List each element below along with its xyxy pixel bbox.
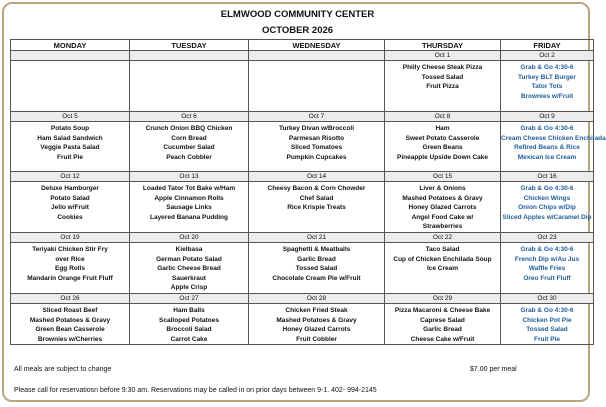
menu-item: Scalloped Potatoes: [159, 316, 219, 324]
menu-item: Potato Salad: [50, 194, 90, 202]
menu-cell: [249, 243, 385, 294]
menu-item: Chef Salad: [299, 194, 334, 202]
menu-row: [11, 304, 594, 345]
menu-item: Mashed Potatoes & Gravy: [402, 194, 483, 202]
menu-item: Veggie Pasta Salad: [40, 144, 100, 152]
menu-item: Refired Beans & Rice: [514, 144, 580, 152]
menu-calendar: [10, 39, 606, 345]
menu-cell: [501, 61, 594, 112]
menu-cell: [11, 61, 130, 112]
weekday-header-row: [11, 40, 594, 51]
date-cell: Oct 14: [249, 172, 385, 182]
menu-cell: [249, 61, 385, 112]
date-row: [11, 233, 594, 243]
menu-item: Tossed Salad: [295, 265, 338, 273]
menu-item: Philly Cheese Steak Pizza: [402, 64, 483, 71]
menu-item: Cup of Chicken Enchilada Soup: [393, 255, 492, 263]
menu-item: Liver & Onions: [419, 185, 466, 192]
menu-item: Turkey BLT Burger: [518, 73, 576, 81]
menu-item: Oreo Fruit Fluff: [523, 274, 571, 282]
menu-item: Grab & Go 4:30-6: [520, 185, 574, 192]
day-header: TUESDAY: [130, 40, 249, 51]
menu-item: Sliced Roast Beef: [42, 307, 98, 314]
menu-item: Teriyaki Chicken Stir Fry: [32, 246, 108, 253]
menu-item: Broccoli Salad: [166, 326, 212, 334]
menu-row: [11, 122, 594, 172]
menu-item: Cookies: [57, 213, 83, 221]
menu-item: Sausage Links: [166, 204, 212, 212]
menu-item: Loaded Tator Tot Bake w/Ham: [142, 185, 236, 192]
date-cell: Oct 9: [501, 112, 594, 122]
menu-item: Ham Balls: [173, 307, 205, 314]
date-cell: Oct 19: [11, 233, 130, 243]
menu-item: Brownies w/Cherries: [37, 335, 103, 343]
date-cell: [11, 51, 130, 61]
menu-item: Strawberries: [422, 223, 463, 231]
menu-item: Brownies w/Fruit: [520, 92, 574, 100]
menu-item: Cheesy Bacon & Corn Chowder: [267, 185, 366, 192]
menu-cell: [385, 61, 501, 112]
menu-item: Sliced Tomatoes: [290, 144, 343, 152]
date-cell: Oct 21: [249, 233, 385, 243]
date-cell: Oct 30: [501, 294, 594, 304]
menu-item: Mashed Potatoes & Gravy: [276, 316, 357, 324]
menu-cell: [130, 61, 249, 112]
menu-item: Fruit Cobbler: [296, 335, 337, 343]
menu-item: Deluxe Hamburger: [41, 185, 99, 192]
menu-item: Waffle Fries: [528, 265, 566, 273]
menu-item: Garlic Cheese Bread: [157, 265, 221, 273]
date-cell: Oct 5: [11, 112, 130, 122]
menu-item: Apple Cinnamon Rolls: [154, 194, 224, 202]
date-row: [11, 172, 594, 182]
menu-item: Crunch Onion BBQ Chicken: [145, 125, 233, 132]
meal-price: $7.00 per meal: [470, 366, 517, 373]
menu-item: Peach Cobbler: [166, 153, 212, 161]
menu-row: [11, 61, 594, 112]
menu-item: Kielbasa: [175, 246, 203, 253]
date-cell: Oct 27: [130, 294, 249, 304]
menu-item: Pizza Macaroni & Cheese Bake: [394, 307, 491, 314]
menu-item: Grab & Go 4:30-6: [520, 125, 574, 132]
menu-item: Tator Tots: [531, 83, 563, 91]
menu-item: Chicken Fried Steak: [285, 307, 348, 314]
menu-item: Grab & Go 4:30-6: [520, 64, 574, 71]
menu-item: Sweet Potato Casserole: [405, 134, 480, 142]
menu-item: Garlic Bread: [423, 326, 462, 334]
date-cell: Oct 8: [385, 112, 501, 122]
menu-item: Grab & Go 4:30-6: [520, 246, 574, 253]
menu-item: Chocolate Cream Pie w/Fruit: [272, 274, 361, 282]
menu-item: Green Bean Casserole: [35, 326, 105, 334]
day-header: THURSDAY: [385, 40, 501, 51]
menu-cell: [130, 243, 249, 294]
menu-row: [11, 182, 594, 233]
month-title: OCTOBER 2026: [261, 25, 334, 36]
menu-cell: [11, 122, 130, 172]
menu-cell: [249, 122, 385, 172]
menu-item: Ham Salad Sandwich: [37, 134, 103, 142]
menu-cell: [501, 243, 594, 294]
menu-item: Sauerkraut: [172, 274, 206, 282]
menu-cell: [501, 304, 594, 345]
date-cell: Oct 12: [11, 172, 130, 182]
menu-item: Carrot Cake: [170, 335, 208, 343]
menu-item: Corn Bread: [171, 134, 207, 142]
menu-cell: [385, 182, 501, 233]
menu-item: Cheese Cake w/Fruit: [410, 335, 475, 343]
menu-item: Parmesan Risotto: [288, 134, 345, 142]
menu-item: Tossed Salad: [421, 73, 464, 81]
menu-item: Caprese Salad: [420, 316, 465, 324]
menu-cell: [385, 304, 501, 345]
day-header: FRIDAY: [501, 40, 594, 51]
menu-item: Cucumber Salad: [163, 144, 215, 152]
date-cell: Oct 29: [385, 294, 501, 304]
date-row: [11, 112, 594, 122]
menu-item: Potato Soup: [50, 125, 90, 132]
menu-item: Mashed Potatoes & Gravy: [29, 316, 111, 324]
menu-item: Angel Food Cake w/: [411, 213, 474, 221]
date-cell: [130, 51, 249, 61]
menu-item: Ham: [435, 125, 450, 132]
date-cell: Oct 22: [385, 233, 501, 243]
menu-item: Chicken Wings: [523, 194, 571, 202]
date-cell: Oct 28: [249, 294, 385, 304]
date-cell: Oct 13: [130, 172, 249, 182]
menu-item: over Rice: [55, 255, 85, 263]
menu-item: French Dip w/Au Jus: [514, 255, 580, 263]
date-cell: Oct 20: [130, 233, 249, 243]
menu-item: Rice Krispie Treats: [287, 204, 346, 212]
menu-row: [11, 243, 594, 294]
date-row: [11, 294, 594, 304]
menu-item: Fruit Pizza: [426, 83, 459, 91]
menu-cell: [130, 122, 249, 172]
menu-item: Honey Glazed Carrots: [408, 204, 477, 212]
menu-item: Pineapple Upside Down Cake: [396, 153, 489, 161]
menu-item: Pumpkin Cupcakes: [286, 153, 347, 161]
menu-item: Turkey Divan w/Broccoli: [278, 125, 354, 132]
menu-item: Cream Cheese Chicken Enchilada: [501, 134, 606, 142]
menu-item: Chicken Pot Pie: [522, 316, 572, 324]
menu-item: Grab & Go 4:30-6: [520, 307, 574, 314]
date-cell: [249, 51, 385, 61]
menu-item: Mandarin Orange Fruit Fluff: [27, 274, 113, 282]
menu-item: Taco Salad: [425, 246, 460, 253]
menu-cell: [130, 304, 249, 345]
menu-item: Egg Rolls: [55, 265, 85, 273]
menu-item: Sliced Apples w/Caramel Dip: [502, 213, 592, 221]
day-header: MONDAY: [11, 40, 130, 51]
menu-item: Tossed Salad: [526, 326, 568, 334]
date-cell: Oct 7: [249, 112, 385, 122]
reservation-note: Please call for reservatiosn before 9:30 am. Reservations may be called in on prior days between 9-1. 402- 994-2145: [14, 387, 377, 394]
menu-item: Onion Chips w/Dip: [518, 204, 576, 212]
menu-cell: [249, 182, 385, 233]
date-cell: Oct 23: [501, 233, 594, 243]
menu-item: Jello w/Fruit: [51, 204, 89, 212]
menu-cell: [130, 182, 249, 233]
date-cell: Oct 6: [130, 112, 249, 122]
date-cell: Oct 2: [501, 51, 594, 61]
menu-cell: [249, 304, 385, 345]
menu-cell: [501, 122, 606, 172]
day-header: WEDNESDAY: [249, 40, 385, 51]
org-title: ELMWOOD COMMUNITY CENTER: [220, 9, 375, 20]
menu-item: Spaghetti & Meatballs: [282, 246, 351, 253]
menu-item: Ice Cream: [426, 265, 459, 273]
menu-cell: [11, 182, 130, 233]
menu-cell: [385, 122, 501, 172]
menu-item: Fruit Pie: [533, 335, 560, 343]
date-cell: Oct 15: [385, 172, 501, 182]
menu-item: Honey Glazed Carrots: [282, 326, 351, 334]
date-cell: Oct 1: [385, 51, 501, 61]
menu-item: Apple Crisp: [170, 284, 208, 292]
change-note: All meals are subject to change: [14, 366, 112, 373]
date-cell: Oct 16: [501, 172, 594, 182]
menu-cell: [385, 243, 501, 294]
date-cell: Oct 26: [11, 294, 130, 304]
menu-item: Mexican Ice Cream: [517, 153, 577, 161]
menu-cell: [11, 304, 130, 345]
menu-item: Garlic Bread: [297, 255, 336, 263]
menu-item: German Potato Salad: [156, 255, 222, 263]
menu-item: Layered Banana Pudding: [149, 213, 229, 221]
date-row: [11, 51, 594, 61]
menu-cell: [11, 243, 130, 294]
menu-item: Green Beans: [422, 144, 463, 152]
menu-cell: [501, 182, 594, 233]
menu-item: Fruit Pie: [56, 153, 83, 161]
